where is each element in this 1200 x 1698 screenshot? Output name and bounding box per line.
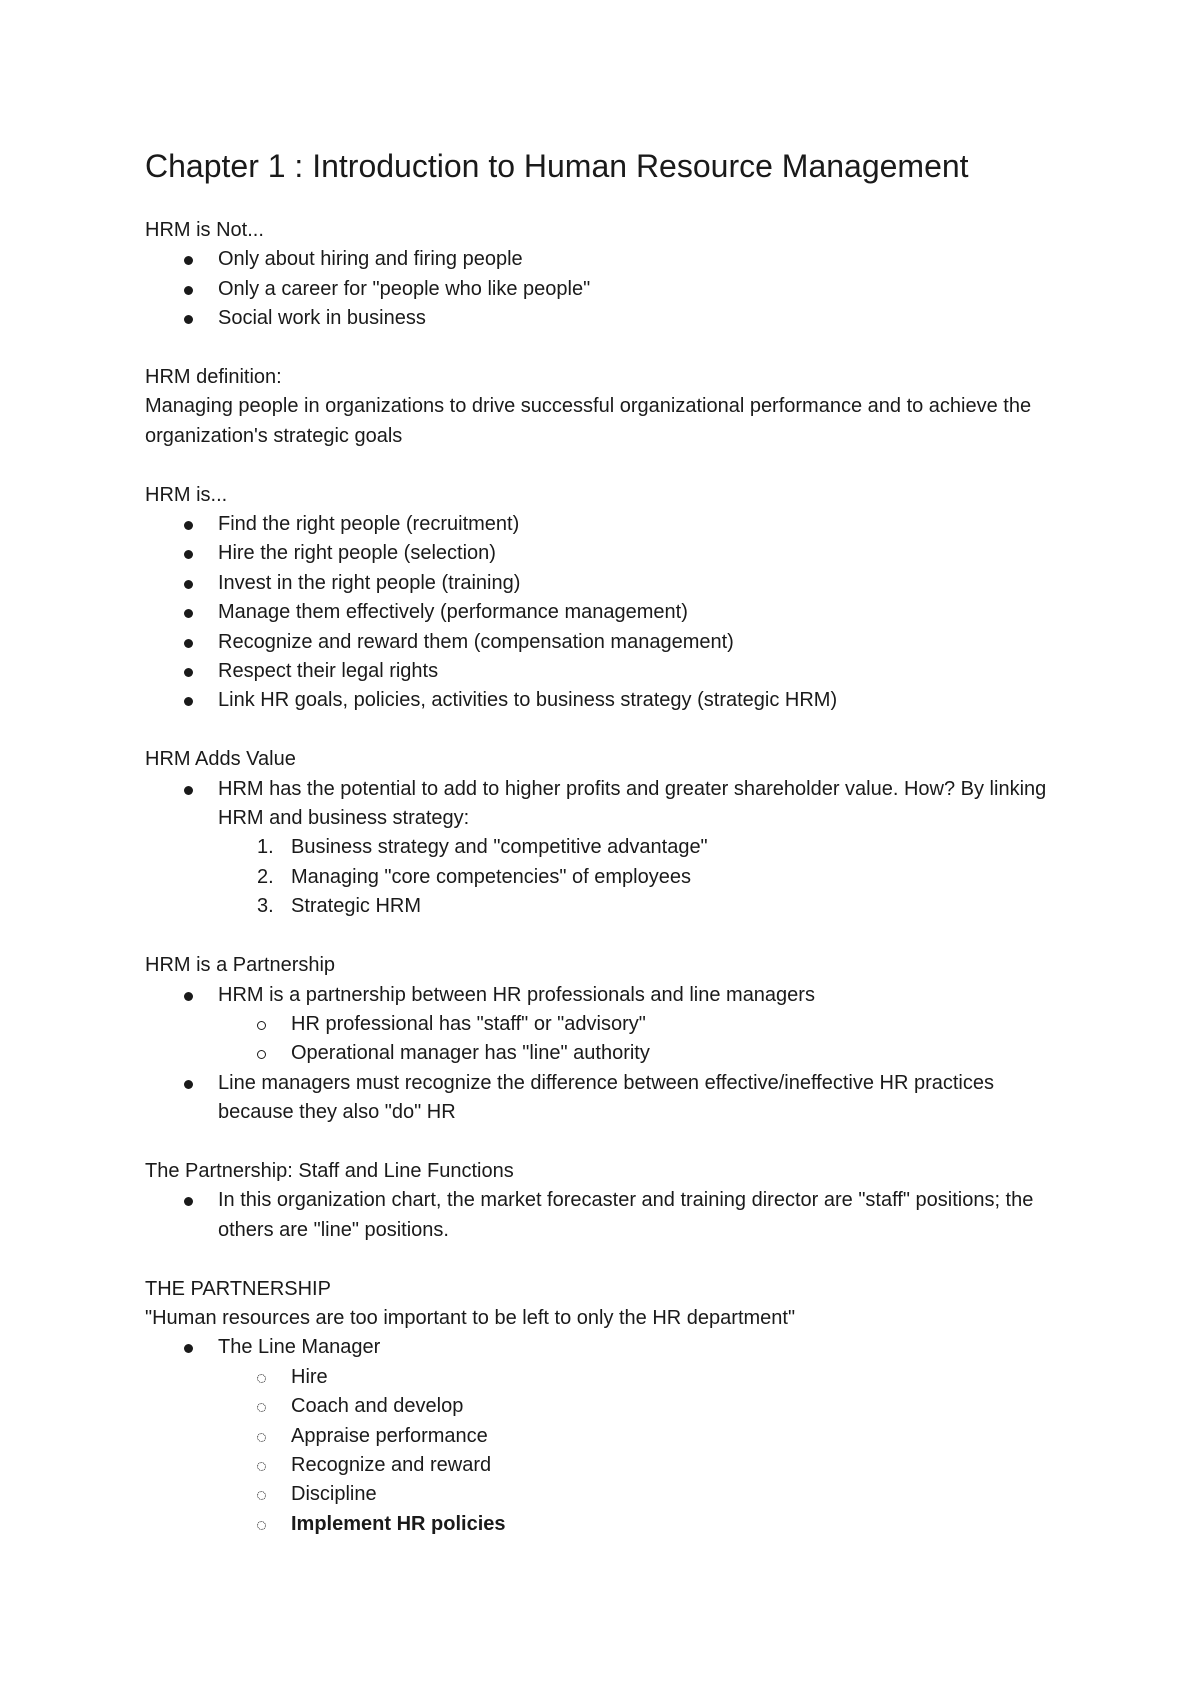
bullet-icon: [184, 286, 193, 295]
bullet-icon: [184, 1344, 193, 1353]
dotted-bullet-icon: [257, 1521, 266, 1530]
numbered-item: 3. Strategic HRM: [145, 892, 1065, 921]
section-hrm-is-not: [145, 216, 1065, 334]
dotted-bullet-icon: [257, 1433, 266, 1442]
list-item: Invest in the right people (training): [145, 569, 1065, 598]
sub-list-item: Appraise performance: [145, 1422, 1065, 1451]
sub-list-item: Recognize and reward: [145, 1451, 1065, 1480]
bullet-icon: [184, 315, 193, 324]
list-item: Social work in business: [145, 304, 1065, 333]
list-number: 2.: [257, 865, 274, 888]
bullet-icon: [184, 1197, 193, 1206]
section-hrm-is: [145, 481, 1065, 716]
bullet-icon: [184, 1080, 193, 1089]
bullet-icon: [184, 550, 193, 559]
list-item: Only a career for "people who like people": [145, 275, 1065, 304]
hollow-bullet-icon: [257, 1021, 266, 1030]
dotted-bullet-icon: [257, 1403, 266, 1412]
list-item: Hire the right people (selection): [145, 539, 1065, 568]
sub-list-item: Operational manager has "line" authority: [145, 1039, 1065, 1068]
section-hrm-partnership: [145, 951, 1065, 1127]
bullet-icon: [184, 697, 193, 706]
list-item: In this organization chart, the market forecaster and training director are "staff" positions; the others are "line" positions.: [145, 1186, 1065, 1245]
bullet-icon: [184, 521, 193, 530]
section-heading: THE PARTNERSHIP: [145, 1277, 331, 1300]
sub-list-item: Coach and develop: [145, 1392, 1065, 1421]
page-title: Chapter 1 : Introduction to Human Resource Management: [145, 148, 969, 184]
numbered-list: [145, 833, 1065, 921]
list-item: Link HR goals, policies, activities to business strategy (strategic HRM): [145, 686, 1065, 715]
list-item: The Line Manager: [145, 1333, 1065, 1362]
numbered-item: 2. Managing "core competencies" of employees: [145, 863, 1065, 892]
hollow-bullet-icon: [257, 1050, 266, 1059]
numbered-item: 1. Business strategy and "competitive advantage": [145, 833, 1065, 862]
section-heading: The Partnership: Staff and Line Functions: [145, 1159, 514, 1182]
quote-text: "Human resources are too important to be left to only the HR department": [145, 1306, 796, 1329]
dotted-bullet-icon: [257, 1491, 266, 1500]
dotted-bullet-icon: [257, 1462, 266, 1471]
list-item: Respect their legal rights: [145, 657, 1065, 686]
sub-list-item: Implement HR policies: [145, 1510, 1065, 1539]
list-item: HRM is a partnership between HR professionals and line managers: [145, 981, 1065, 1010]
sub-list-item: Discipline: [145, 1480, 1065, 1509]
sub-list-item: HR professional has "staff" or "advisory": [145, 1010, 1065, 1039]
list-item: Recognize and reward them (compensation management): [145, 628, 1065, 657]
definition-text: Managing people in organizations to drive successful organizational performance and to achieve the organization's strategic goals: [145, 395, 1032, 447]
list-number: 1.: [257, 836, 274, 859]
section-hrm-adds-value: [145, 745, 1065, 921]
list-item: HRM has the potential to add to higher profits and greater shareholder value. How? By linking HRM and business strategy:: [145, 775, 1065, 834]
section-heading: HRM definition:: [145, 366, 282, 389]
bullet-list: [145, 1333, 1065, 1539]
bullet-icon: [184, 580, 193, 589]
section-heading: HRM is Not...: [145, 219, 264, 241]
list-item: Only about hiring and firing people: [145, 245, 1065, 274]
document-page: [145, 144, 1065, 1539]
bullet-icon: [184, 256, 193, 265]
sub-list-item: Hire: [145, 1363, 1065, 1392]
list-item: Line managers must recognize the difference between effective/ineffective HR practices because they also "do" HR: [145, 1069, 1065, 1128]
bullet-list: [145, 1186, 1065, 1245]
bullet-list: [145, 981, 1065, 1128]
section-heading: HRM is...: [145, 483, 228, 506]
section-heading: HRM is a Partnership: [145, 954, 336, 977]
dotted-bullet-icon: [257, 1374, 266, 1383]
bullet-icon: [184, 668, 193, 677]
bullet-icon: [184, 639, 193, 648]
list-number: 3.: [257, 895, 274, 918]
list-item: Find the right people (recruitment): [145, 510, 1065, 539]
bullet-list: [145, 510, 1065, 716]
bullet-icon: [184, 992, 193, 1001]
bullet-icon: [184, 786, 193, 795]
list-item: Manage them effectively (performance management): [145, 598, 1065, 627]
section-heading: HRM Adds Value: [145, 748, 296, 771]
bullet-list: [145, 245, 1065, 333]
bullet-icon: [184, 609, 193, 618]
section-hrm-definition: [145, 363, 1065, 451]
bullet-list: [145, 775, 1065, 834]
section-the-partnership: [145, 1275, 1065, 1540]
section-staff-line-functions: [145, 1157, 1065, 1245]
